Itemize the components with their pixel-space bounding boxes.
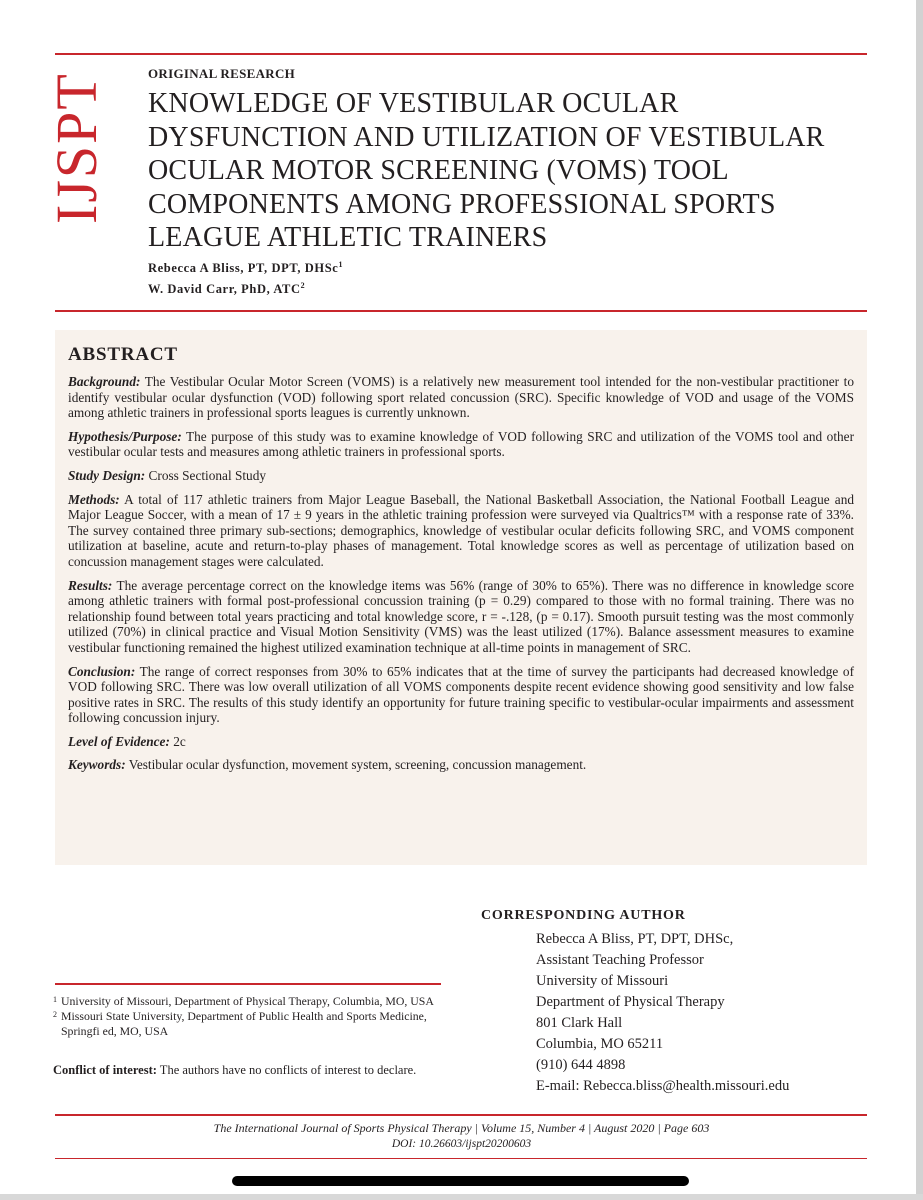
section-label-level: Level of Evidence:: [68, 733, 170, 749]
abstract-hypothesis: [68, 429, 854, 460]
abstract-methods: [68, 492, 854, 570]
affiliation-text: University of Missouri, Department of Physical Therapy, Columbia, MO, USA: [61, 994, 434, 1008]
conflict-label: Conflict of interest:: [53, 1063, 157, 1077]
page-bottom-edge: [0, 1194, 923, 1200]
section-label-hypothesis: Hypothesis/Purpose:: [68, 428, 182, 444]
corresponding-author-line: Assistant Teaching Professor: [536, 952, 704, 968]
section-text: A total of 117 athletic trainers from Major League Baseball, the National Basketball Association, the National Football League and Major League Soccer, with a mean of 17 ± 9 years in the athletic training profession were surveyed via Qualtrics™ with a response rate of 33%. The survey contained three primary sub-sections; demographics, knowledge of vestibular ocular deficits following SRC, and VOMS component utilization at baseline, acute and return-to-play phases of management. Total knowledge scores as well as percentage of utilization based on concussion management stages were calculated.: [68, 491, 854, 569]
section-label-background: Background:: [68, 374, 141, 389]
title-line: COMPONENTS AMONG PROFESSIONAL SPORTS: [148, 188, 776, 220]
author-affiliation-mark: 2: [300, 281, 306, 291]
section-label-methods: Methods:: [68, 491, 120, 507]
author: [148, 256, 343, 277]
corresponding-author-line: Department of Physical Therapy: [536, 994, 725, 1010]
corresponding-author-line: (910) 644 4898: [536, 1057, 626, 1073]
section-label-conclusion: Conclusion:: [68, 663, 136, 679]
corresponding-author-line: Rebecca A Bliss, PT, DPT, DHSc,: [536, 931, 734, 947]
affiliations-divider: [55, 983, 441, 985]
abstract-background: [68, 374, 854, 421]
abstract-box: [55, 330, 867, 865]
abstract-keywords: [68, 757, 854, 773]
section-label: ORIGINAL RESEARCH: [148, 66, 296, 81]
section-label-design: Study Design:: [68, 467, 146, 483]
affiliation-item: [53, 994, 448, 1009]
conflict-text: The authors have no conflicts of interest to declare.: [156, 1063, 417, 1077]
section-text: The range of correct responses from 30% to 65% indicates that at the time of survey the participants had decreased knowledge of VOD following SRC. There was low overall utilization of all VOMS components despite recent evidence showing good sensitivity and low false positive rates in SRC. The results of this study identify an opportunity for future training specific to vestibular-ocular impairments and assessment following concussion injury.: [68, 663, 854, 726]
corresponding-author-details: [536, 929, 789, 1097]
footer-bottom-rule: [55, 1158, 867, 1159]
section-text: The Vestibular Ocular Motor Screen (VOMS) is a relatively new measurement tool intended for the non-vestibular practitioner to identify vestibular ocular dysfunction (VOD) following sport related concussion (SRC). Specific knowledge of VOD and usage of the VOMS among athletic trainers in professional sports leagues is currently unknown.: [68, 374, 854, 421]
title-line: LEAGUE ATHLETIC TRAINERS: [148, 222, 548, 253]
section-text: 2c: [169, 733, 186, 749]
abstract-conclusion: [68, 664, 854, 726]
affiliation-item: [53, 1009, 448, 1039]
home-indicator[interactable]: [232, 1176, 689, 1186]
title-line: DYSFUNCTION AND UTILIZATION OF VESTIBULAR: [148, 121, 825, 153]
section-text: The average percentage correct on the knowledge items was 56% (range of 30% to 65%). There was no difference in knowledge score among athletic trainers with formal post-professional concussion training (p = 0.29) compared to those with no formal training. There was no relationship found between total years practicing and total knowledge score, r = -.128, (p = 0.17). Smooth pursuit testing was the most commonly utilized (70%) in clinical practice and Visual Motion Sensitivity (VMS) was the least utilized (17%). Balance assessment measures to examine vestibular functioning remained the highest utilized examination technique at all-time points in management of SRC.: [68, 577, 854, 655]
journal-citation: The International Journal of Sports Physical Therapy | Volume 15, Number 4 | August 2020 | Page 603: [213, 1121, 710, 1135]
section-text: Vestibular ocular dysfunction, movement system, screening, concussion management.: [125, 757, 587, 773]
article-title: [148, 87, 868, 255]
doi[interactable]: DOI: 10.26603/ijspt20200603: [391, 1138, 532, 1150]
title-line: OCULAR MOTOR SCREENING (VOMS) TOOL: [148, 155, 729, 186]
footer-divider: [55, 1114, 867, 1116]
corresponding-author-line: 801 Clark Hall: [536, 1015, 623, 1031]
section-text: The purpose of this study was to examine knowledge of VOD following SRC and utilization of the VOMS tool and other vestibular ocular tests and measures among athletic trainers in professional sports.: [68, 428, 854, 460]
journal-logo: IJSPT: [44, 72, 109, 224]
title-line: KNOWLEDGE OF VESTIBULAR OCULAR: [148, 88, 679, 119]
author-name: Rebecca A Bliss, PT, DPT, DHSc: [148, 261, 339, 276]
affiliation-text: Missouri State University, Department of Public Health and Sports Medicine, Springfi ed, MO, USA: [61, 1009, 427, 1038]
section-label-keywords: Keywords:: [68, 757, 126, 773]
abstract-results: [68, 578, 854, 656]
author-name: W. David Carr, PhD, ATC: [148, 282, 301, 297]
affiliation-mark: 1: [53, 995, 57, 1004]
affiliations: [53, 994, 448, 1039]
conflict-of-interest: [53, 1063, 453, 1079]
corresponding-author-heading: CORRESPONDING AUTHOR: [481, 908, 686, 923]
header-divider: [55, 310, 867, 312]
corresponding-author-line: Columbia, MO 65211: [536, 1036, 664, 1052]
section-text: Cross Sectional Study: [145, 467, 267, 483]
abstract-heading: ABSTRACT: [68, 344, 178, 365]
abstract-level: [68, 734, 854, 750]
author: [148, 277, 343, 298]
section-label-results: Results:: [68, 577, 113, 593]
corresponding-author-line: University of Missouri: [536, 973, 669, 989]
abstract-design: [68, 468, 854, 484]
affiliation-mark: 2: [53, 1010, 57, 1019]
top-rule: [55, 53, 867, 55]
page-edge-shadow: [916, 0, 923, 1200]
corresponding-author-email[interactable]: E-mail: Rebecca.bliss@health.missouri.edu: [536, 1078, 790, 1094]
author-list: [148, 256, 343, 298]
author-affiliation-mark: 1: [338, 260, 344, 269]
